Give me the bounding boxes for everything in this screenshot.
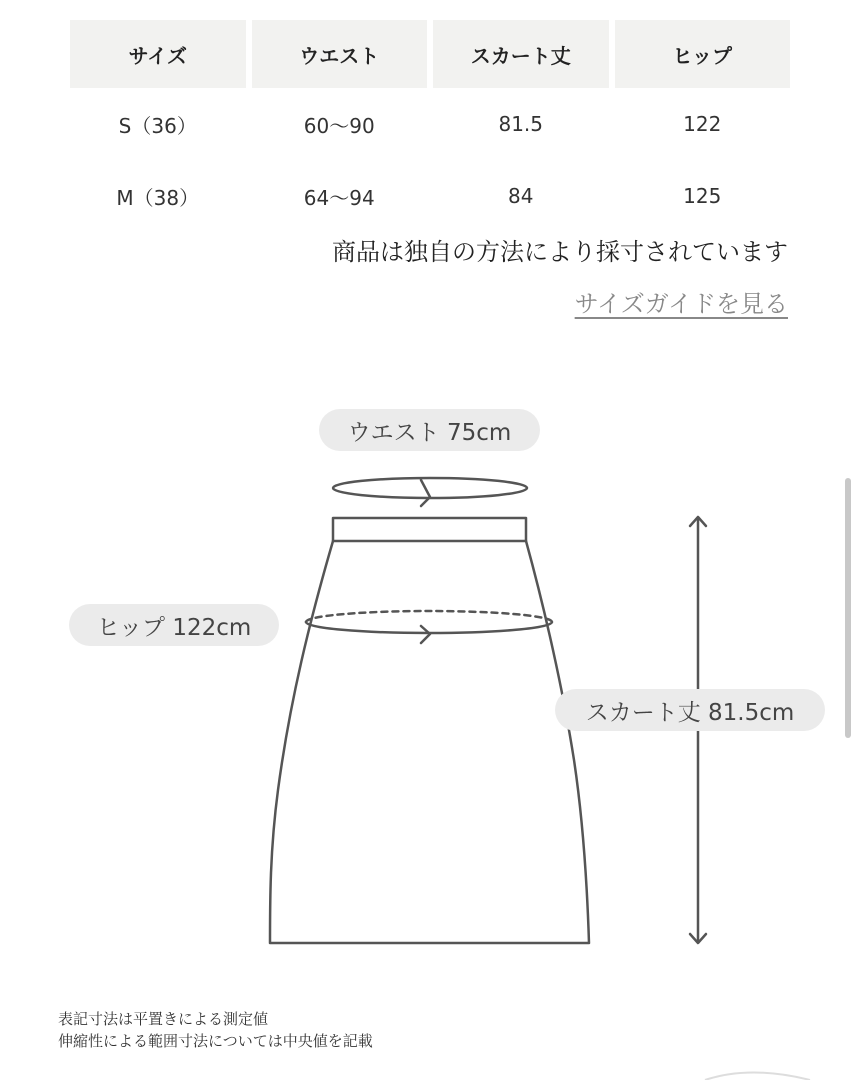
scrollbar[interactable] xyxy=(845,478,851,738)
cell-size: S（36） xyxy=(118,113,197,138)
measurement-note: 商品は独自の方法により採寸されています xyxy=(332,238,788,266)
hip-arrow-head xyxy=(421,626,430,643)
footnote-line: 伸縮性による範囲寸法については中央値を記載 xyxy=(58,1032,373,1050)
size-guide-link[interactable]: サイズガイドを見る xyxy=(574,290,788,318)
skirt-diagram xyxy=(0,380,858,980)
footnotes xyxy=(58,1008,373,1052)
cell-size: M（38） xyxy=(116,185,200,210)
table-row xyxy=(70,160,790,232)
waist-arrow-head xyxy=(421,480,430,506)
header-hip: ヒップ xyxy=(615,20,791,88)
corner-decoration xyxy=(700,1060,820,1080)
waist-measure-label: ウエスト 75cm xyxy=(319,409,540,451)
length-measure-label: スカート丈 81.5cm xyxy=(555,689,825,731)
header-skirt-length: スカート丈 xyxy=(433,20,609,88)
cell-skirt-length: 84 xyxy=(508,184,534,208)
header-size: サイズ xyxy=(70,20,246,88)
cell-hip: 125 xyxy=(683,184,722,208)
cell-waist: 60〜90 xyxy=(303,113,375,138)
header-waist: ウエスト xyxy=(252,20,428,88)
skirt-body-shape xyxy=(270,541,589,943)
cell-skirt-length: 81.5 xyxy=(498,112,544,136)
cell-waist: 64〜94 xyxy=(303,185,375,210)
hip-measure-label: ヒップ 122cm xyxy=(69,604,279,646)
footnote-line: 表記寸法は平置きによる測定値 xyxy=(58,1010,269,1028)
size-table xyxy=(70,20,790,232)
hip-loop-back xyxy=(306,611,552,622)
cell-hip: 122 xyxy=(683,112,722,136)
hip-loop-front xyxy=(306,622,552,633)
waistband-shape xyxy=(333,518,526,541)
size-table-header xyxy=(70,20,790,88)
table-row xyxy=(70,88,790,160)
